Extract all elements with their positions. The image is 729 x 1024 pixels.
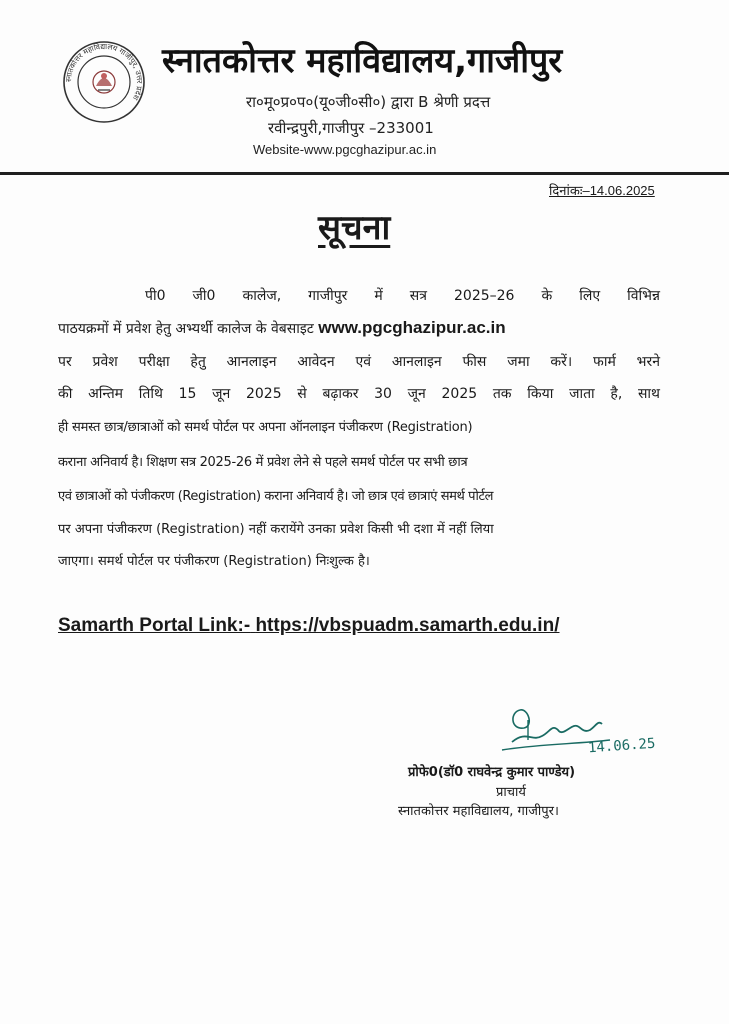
principal-designation: प्राचार्य (496, 785, 526, 800)
college-name: स्नातकोत्तर महाविद्यालय,गाजीपुर (162, 41, 563, 81)
signatory-college: स्नातकोत्तर महाविद्यालय, गाजीपुर। (398, 804, 559, 819)
notice-date: दिनांकः–14.06.2025 (549, 183, 655, 198)
svg-text:स्नातकोत्तर महाविद्यालय गाजीपु: स्नातकोत्तर महाविद्यालय गाजीपुर, उत्तर प्रदेश (63, 41, 145, 102)
body-line-6: कराना अनिवार्य है। शिक्षण सत्र 2025-26 में प्रवेश लेने से पहले समर्थ पोर्टल पर सभी छात्र (58, 455, 468, 470)
website-line: Website-www.pgcghazipur.ac.in (253, 142, 437, 157)
body-line-7: एवं छात्राओं को पंजीकरण (Registration) कराना अनिवार्य है। जो छात्र एवं छात्राएं समर्थ पोर्टल (58, 489, 494, 504)
address-line: रवीन्द्रपुरी,गाजीपुर –233001 (268, 119, 434, 137)
body-line-9: जाएगा। समर्थ पोर्टल पर पंजीकरण (Registration) निःशुल्क है। (58, 554, 370, 569)
college-website-link[interactable]: www.pgcghazipur.ac.in (318, 318, 506, 337)
portal-link-row (58, 615, 559, 637)
principal-signature (498, 700, 648, 770)
accreditation-line: रा०मू०प्र०प०(यू०जी०सी०) द्वारा B श्रेणी प्रदत्त (246, 93, 491, 111)
portal-link-label: Samarth Portal Link:- (58, 615, 251, 636)
body-line-2 (58, 318, 506, 338)
body-line-3: पर प्रवेश परीक्षा हेतु आनलाइन आवेदन एवं आनलाइन फीस जमा करें। फार्म भरने (58, 354, 660, 370)
principal-name: प्रोफे0(डॉ0 राघवेन्द्र कुमार पाण्डेय) (408, 765, 576, 780)
body-line-1: पी0 जी0 कालेज, गाजीपुर में सत्र 2025–26 के लिए विभिन्न (145, 288, 660, 304)
signature-date: 14.06.25 (587, 735, 656, 757)
header-divider (0, 172, 729, 175)
body-line-4: की अन्तिम तिथि 15 जून 2025 से बढ़ाकर 30 जून 2025 तक किया जाता है, साथ (58, 386, 660, 402)
college-seal-icon (62, 40, 146, 124)
notice-title: सूचना (318, 208, 391, 248)
body-line-2-text: पाठयक्रमों में प्रवेश हेतु अभ्यर्थी कालेज के वेबसाइट (58, 321, 314, 337)
body-line-5: ही समस्त छात्र/छात्राओं को समर्थ पोर्टल पर अपना ऑनलाइन पंजीकरण (Registration) (58, 420, 473, 435)
body-line-8: पर अपना पंजीकरण (Registration) नहीं करायेंगे उनका प्रवेश किसी भी दशा में नहीं लिया (58, 522, 494, 537)
portal-link-url[interactable]: https://vbspuadm.samarth.edu.in/ (255, 615, 560, 636)
